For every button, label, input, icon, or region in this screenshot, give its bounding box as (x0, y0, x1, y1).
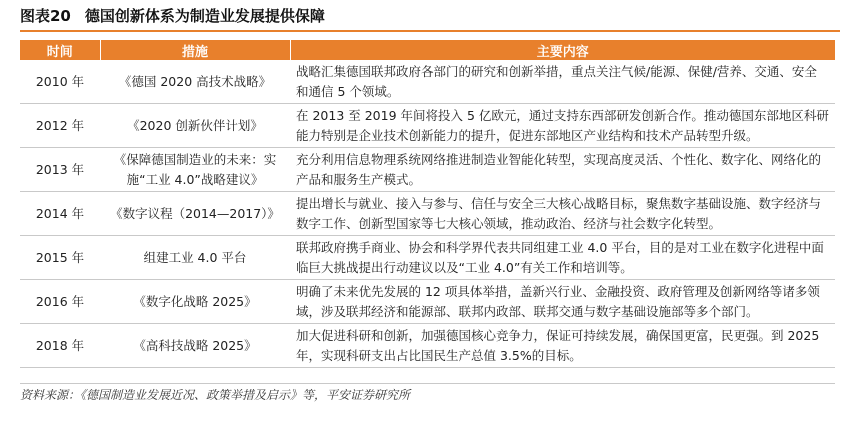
row-measure: 《数字议程（2014—2017）》 (100, 192, 290, 236)
row-measure: 《高科技战略 2025》 (100, 324, 290, 368)
row-year: 2018 年 (20, 324, 100, 368)
row-year: 2010 年 (20, 60, 100, 104)
table-body (20, 60, 835, 368)
row-measure: 《保障德国制造业的未来：实施“工业 4.0”战略建议》 (100, 148, 290, 192)
header-year: 时间 (20, 40, 100, 60)
row-year: 2016 年 (20, 280, 100, 324)
table-header (20, 40, 835, 60)
row-measure: 《2020 创新伙伴计划》 (100, 104, 290, 148)
row-measure: 《德国 2020 高技术战略》 (100, 60, 290, 104)
table-row (20, 148, 835, 192)
row-content: 加大促进科研和创新，加强德国核心竞争力，保证可持续发展，确保国更富，民更强。到 2025 年，实现科研支出占比国民生产总值 3.5%的目标。 (290, 324, 835, 368)
row-content: 在 2013 至 2019 年间将投入 5 亿欧元，通过支持东西部研发创新合作。推动德国东部地区科研能力特别是企业技术创新能力的提升，促进东部地区产业结构和技术产品转型升级。 (290, 104, 835, 148)
policy-table (20, 40, 835, 368)
table-row (20, 324, 835, 368)
figure-number: 图表20 (20, 7, 71, 25)
row-content: 联邦政府携手商业、协会和科学界代表共同组建工业 4.0 平台，目的是对工业在数字化进程中面临巨大挑战提出行动建议以及“工业 4.0”有关工作和培训等。 (290, 236, 835, 280)
row-measure: 组建工业 4.0 平台 (100, 236, 290, 280)
source-note: 资料来源：《德国制造业发展近况、政策举措及启示》等，平安证券研究所 (20, 388, 411, 402)
row-measure: 《数字化战略 2025》 (100, 280, 290, 324)
row-year: 2014 年 (20, 192, 100, 236)
row-year: 2012 年 (20, 104, 100, 148)
figure-title (20, 4, 840, 28)
source-rule (20, 383, 835, 384)
table-row (20, 192, 835, 236)
figure-title-text: 德国创新体系为制造业发展提供保障 (84, 7, 325, 25)
table-row (20, 104, 835, 148)
row-year: 2015 年 (20, 236, 100, 280)
title-rule (20, 30, 840, 32)
table-row (20, 60, 835, 104)
table-row (20, 280, 835, 324)
header-measure: 措施 (100, 40, 290, 60)
row-content: 战略汇集德国联邦政府各部门的研究和创新举措，重点关注气候/能源、保健/营养、交通、安全和通信 5 个领域。 (290, 60, 835, 104)
row-year: 2013 年 (20, 148, 100, 192)
row-content: 充分利用信息物理系统网络推进制造业智能化转型，实现高度灵活、个性化、数字化、网络化的产品和服务生产模式。 (290, 148, 835, 192)
row-content: 明确了未来优先发展的 12 项具体举措，盖新兴行业、金融投资、政府管理及创新网络等诸多领域，涉及联邦经济和能源部、联邦内政部、联邦交通与数字基础设施部等多个部门。 (290, 280, 835, 324)
header-content: 主要内容 (290, 40, 835, 60)
table-row (20, 236, 835, 280)
row-content: 提出增长与就业、接入与参与、信任与安全三大核心战略目标，聚焦数字基础设施、数字经济与数字工作、创新型国家等七大核心领域，推动政治、经济与社会数字化转型。 (290, 192, 835, 236)
